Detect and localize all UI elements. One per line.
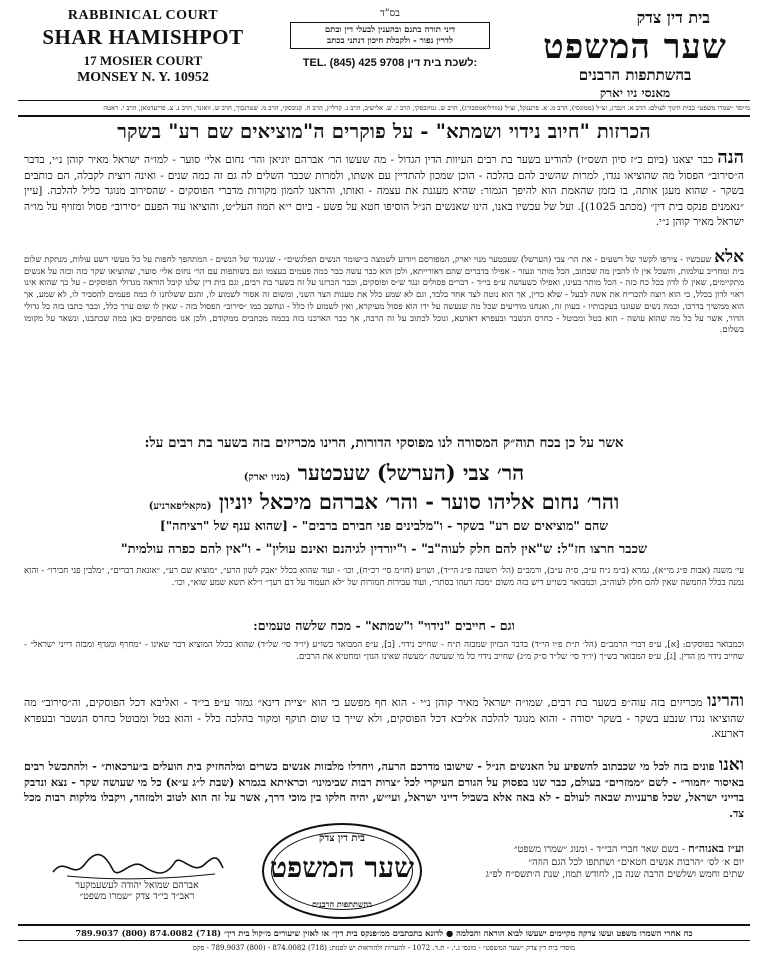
charge-line: שהם "מוציאים שם רע" בשקר - ו"מלבינים פני חבירם ברבים" - [שהוא ענף של "רציחה"]	[159, 518, 609, 533]
paragraph-text: שעכשיו - צירפו לקשר של רשעים - את הר׳ צבי (הערשל) שעכטער מנוי יארק, המפורסם ויודוע לשמצה ב״שומר הנשים הפלגשים״ - שנינגוד של הנשים - המתהפך לחפות על כל מעשי רשע עולות, מנתקת שלום בית ומחריב עולמות, והשכל אין לו להבין מה שכתוב, הכל מותר ונעזר - אפילו בדברים שהם דאורייתא, ולכן הוא כבר עשה כבר כמה פעמים בעצמו וגם בשותפות עם הר׳ נחום אלי׳ סוער, שהוציאו שקר כזה וכזה על אנשים מתקיימים, שאין לו לדון בכל כח כזה - הכל מותר בעינו, ואפילו כשעושה ע״פ בי״ד - דברים פסולים ונגד ש״ס ופוסקים, וכבר הכרזנו על זה בשער בת רבים, וגם בית דין שלנו קיבל הוראה מגדולי הפוסקים - על כך שהוא אינו ראוי לדון בכלל, כי הוא רוצה להכריח את אשה לבעל - שלא כדין, אך הוא נוטה לצד אחד בלבד, וגם לא שמע כלל את טענות הצד השני, ומשום זה אסור לשמוע לו, והגם ששלחנו לו כמה פעמים להסביר לו, לא שמע, אך הוא ממשיך בדרכו, וכמה נשים שעוגנו בעקבותיו - בעוון זה, ואנחנו מודיעים שכל מה שנעשה על ידו הוא פסול מעיקרא, ואין לשמוע לו כלל - ונחשב כמו ״סירוב״ הפסול בזה - שאין לו שום ערך כלל, וכבר כתבו בזה כל גדולי הדור, אשר על כל מה שהוא עושה - הוא בטל ומבוטל - כחרס הנשבר ובעפרא דארעא, ונוכל לכתוב על זה הרבה, אך כבר הארכנו בזה בכמה מכתבים ממקודם, ולכן אנו מסתפקים כאן במה שכתבנו, ונשאר על מקומו בשלום.	[24, 255, 744, 336]
paragraph-text: פונים בזה לכל מי שכבתוב להשפיע על האנשים הנ״ל - שישובו מדרכם הרעה, ויחדלו מלבזות אנשים כשרים ומלהחזיק בית הועלים ב״ערכאות״ - ולהתכשל רבים באיסור ״חמור״ - לשם ״ממזרים״ בעולם, כבר שנו בפסוק על הגורם העיקרי לכל ״צרות רבות שבימינו״ וכראיתא בגמרא (שבת ל״ג ע״א) כל מי שעושה שקר - נצא ונדבק בדייני ישראל, שכל פרעניות שבאה לעולם - לא באה אלא בשביל דייני ישראל, ועי״ש, יהיה חלקו בין מוכי דרך, אשר על זה הוא לטוב ולמזהר, ויקבלו מלקות רבות מכל צד.	[24, 760, 744, 820]
named-person-2	[24, 489, 744, 515]
signature-line-3: שתים וחמש ושלשים הרבה שנה בן, לחודש תמוז, שנת ה׳תשס״ח לפ״ג	[485, 869, 744, 881]
letterhead	[18, 8, 750, 100]
signer-title: ראב״ד בי״ד צדק ״שמרו משפט״	[79, 891, 195, 902]
stamp-top-text: בית דין צדק	[319, 833, 365, 844]
court-subtitle-hebrew: בהשתתפות הרבנים	[578, 66, 692, 84]
paragraph-sources: עי׳ משנה (אבות פ״ג מי״א), גמרא (ב״מ נ״ח ע״ב, ס״ה ע״ב), ורמב״ם (הל׳ תשובה פ״ג הי״ד), ושו״ע (חו״מ סי׳ רכ״ח), וכו׳ - ועוד שהוא בכלל ״אבק לשון הרע״, ״מוציא שם רע״, ״אונאת דברים״, ״מלבין פני חבירו״ - והוא נמנה בכלל החמשה שאין להם חלק לעוה״ב, וכמבואר בשו״ע דיש בזה משום ״מכה רעהו בסתר״, ועוד עבירות חמורות של ״לא תעמוד על דם רעך״ ו״לא תשא שמע שוא״, וכו׳.	[24, 566, 744, 588]
lead-word: אלא	[714, 247, 745, 267]
lead-word: ואנו	[718, 755, 744, 775]
court-title-english: SHAR HAMISHPOT	[42, 25, 244, 49]
letterhead-hebrew	[520, 8, 750, 101]
services-line-2: לדרין נפור - ולקבלת חיכון דנתני בכתב	[327, 35, 453, 46]
paragraph-text: מכריזים בזה עוה״פ בשער בת רבים, שמו״ה ישראל מאיר קוהן נ״י - הוא חף מפשע כי הוא ״ציית דינא״ גמור ע״פ בי״ד - ואליבא דכל הפוסקים, וה״סירוב״ מה שהוציאו נגדו שנבע בשקר - בשקר יסודה - והוא מנוגד להלכה אליבא דכל הפוסקים, ולא שייך בו שום תוקף ומקור בהלכה כלל - והוא בטל ומבוטל כחרס הנשבר ובעפרא דארעא.	[24, 696, 744, 740]
signature-lead-text: וע״ז באנוה״ח	[688, 842, 744, 855]
court-stamp	[262, 823, 422, 919]
letterhead-center	[290, 8, 490, 69]
reasons-heading: וגם - חייבים "נידוי" ו"שמתא" - מכח שלשה טעמים:	[253, 618, 515, 633]
address-street: 17 MOSIER COURT	[83, 53, 203, 68]
signature-block-right	[484, 843, 744, 882]
services-box	[290, 22, 490, 49]
paragraph-text: כבר יצאנו (ביום כ״ז סיון תשס״ז) להודיע בשער בת רבים העיוות הדין הגדול - מה שעשו הר׳ אברהם יוניאן והר׳ נחום אלי׳ סוער - למו״ה ישראל מאיר קוהן נ״י, בדבר ה״סירוב״ הפסול מה שהוציאו נגדו, למרות שהשיב להם בהלכה - הוכן שמכון להתדיין עם אשתו, ולמרות שכבר השלים לה גם זה כמה שנים - ואינה רוצית לקבלה, הם כותבים בשקר - שהוא מעגן אותה, בו בזמן שהאמת הוא להיפך הגמור: שהיא מעגנת את עצמה - ואותו, והראנו להמון מקורות מדברי הפוסקים - שהסירוב מנוגד כליל להלכה. [עיין ״נאמנים פנקס בית דין״ (מכתב 1025)]. ועל של עכשיו באנו, הינו שאנשים הנ״ל הוסיפו חטא על פשע - ביום י״א תמוז העל״ט, והוציאו עוד הפעם ״סירוב״ פסול ומזויף על מו״ה ישראל מאיר קוהן נ״י.	[24, 154, 744, 229]
paragraph-intro	[24, 147, 744, 231]
stamp-bottom-text: בהשתתפות הרבנים	[311, 899, 373, 909]
signature-line-1: - בשם שאר חברי הבי״ד - ומנוג ״שמרו משפט״	[513, 844, 686, 855]
person-name: הר׳ צבי (הערשל) שעכטער	[297, 460, 525, 485]
proclamation-title: הכרזות "חיוב נידוי ושמתא" - על פוקרים ה"מוציאים שם רע" בשקר	[117, 120, 651, 143]
footer-bar: כח אחרי השמרו משפט ועשו צדקה מקיימים ישעשו לבוא הוראה והכלמה ● לדונא בתכתבים ממ״פנקס בית דין״ או לאזין שיעורים מ״קול בית דין״ (718) 874.0082 (800) 789.9037	[18, 924, 750, 941]
court-title-hebrew: שער המשפט	[543, 27, 727, 67]
bsd-mark: בס"ד	[380, 8, 400, 19]
paragraph-reasons: וכמבואר בפוסקים: [א], ע״פ דברי הרמב״ם (הל׳ ת״ת פ״ו הי״ד) בדבר הבזיון שמבזה ת״ח - שחייב נידוי. [ב], ע״פ המבואר בשו״ע (יו״ד סי׳ של״ד) שהוא בכלל המוציא דבר שאינו - ״מחרף ומגדף ומבזה דייני ישראל״ - שחייב נידוי מן הדין. [ג], ע״פ המבואר בש״ך (יו״ד סי׳ של״ד ס״ק מ״ג) שחייב נידוי כל מי שעושה ״מעשה שאינו הגון״ ומחטיא את הרבים.	[24, 640, 744, 662]
signature-line-2: יום א׳ לס׳ ״הרבות אנשים חטאים״ ושתתפו לכל הגם הוזה״	[528, 856, 744, 868]
letterhead-english	[38, 8, 248, 86]
signature-block-left	[42, 850, 232, 902]
declaration-line: אשר על כן בכח תוה״ק המסורה לנו מפוסקי הדורות, הרינו מכריזים בזה בשער בת רבים על:	[144, 435, 624, 451]
signer-name: אברהם שמואל יהודה לעשעמקער	[75, 880, 199, 891]
paragraph-appeal	[24, 755, 744, 821]
founders-strip: מייסד ״שמרו משפט״ בבית חינוך לעולם: הרב א. וינברג, זצ״ל (ממונסי), הרב מ. א. פרענקל, זצ״ל (מוויליאמסבורג), הרב ש. גנחובסקי, הרב י. ש. אלישיב, הרב נ. קרליץ, הרב ח. קניבסקי, הרב מ. שטרנבוך, הרב ש. וואזנר, הרב נ. צ. פריעדמאן, הרב י. ראטה	[18, 100, 750, 117]
named-person-1	[24, 460, 744, 486]
footer-address: מוסדי בית דין צדק ״שער המשפט״ - מונסי נ.י. - ת.ד. 1072 - להערות ולהוראות יש לפנות: (718) 874.0082 - (800) 789.9037 - פקס	[192, 944, 576, 952]
court-name-english: RABBINICAL COURT	[67, 8, 219, 23]
lead-word: הנה	[717, 147, 744, 168]
address-city: MONSEY N. Y. 10952	[77, 70, 209, 85]
location-hebrew: מאנסי ניו יארק	[599, 86, 671, 100]
handwritten-signature	[47, 850, 227, 884]
paragraph-ruling	[24, 691, 744, 742]
stamp-main-text: שער המשפט	[270, 851, 414, 884]
person-name: והר׳ נחום אליהו סוער - והר׳ אברהם מיכאל יוניון	[218, 489, 620, 514]
lead-word: והרינו	[707, 691, 744, 711]
consequence-line: שכבר חרצו חז"ל: ש"אין להם חלק לעוה"ב" - ו"יורדין לגיהנם ואינם עולין" - ו"אין להם כפרה עולמית"	[120, 542, 648, 557]
person-town: (מקאליפארניע)	[148, 501, 212, 512]
telephone: TEL. (845) 425 9708 לשכת בית דין:	[302, 57, 478, 70]
services-line-1: דיני תורה בתנם ובהענין לבעלי דין ובתם	[324, 25, 456, 35]
court-name-hebrew: בית דין צדק	[636, 8, 710, 27]
paragraph-background	[24, 247, 745, 337]
person-town: (מניו יארק)	[243, 472, 291, 483]
signature-lead	[484, 843, 744, 857]
